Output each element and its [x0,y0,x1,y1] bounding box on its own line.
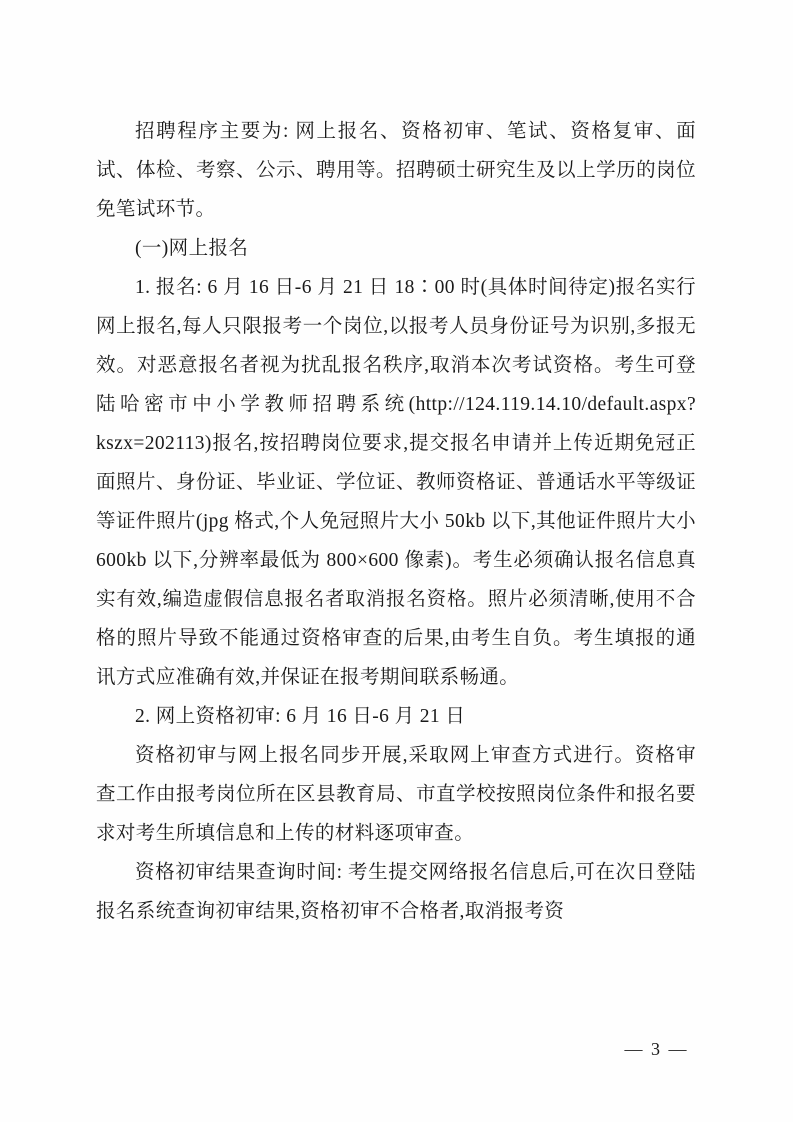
page-footer [0,1039,793,1060]
page-number: — 3 — [624,1039,689,1059]
paragraph-qualification-result-query: 资格初审结果查询时间: 考生提交网络报名信息后,可在次日登陆报名系统查询初审结果,资格初审不合格者,取消报考资 [96,862,696,922]
paragraph-section-heading-online-registration: (一)网上报名 [135,238,249,259]
paragraph-qualification-review-process: 资格初审与网上报名同步开展,采取网上审查方式进行。资格审查工作由报考岗位所在区县教育局、市直学校按照岗位条件和报名要求对考生所填信息和上传的材料逐项审查。 [96,745,696,844]
paragraph-subheading-online-qualification-review: 2. 网上资格初审: 6 月 16 日-6 月 21 日 [135,706,466,727]
paragraph-recruitment-procedure: 招聘程序主要为: 网上报名、资格初审、笔试、资格复审、面试、体检、考察、公示、聘用等。招聘硕士研究生及以上学历的岗位免笔试环节。 [96,121,696,220]
paragraph-registration-details: 1. 报名: 6 月 16 日-6 月 21 日 18∶00 时(具体时间待定)报名实行网上报名,每人只限报考一个岗位,以报考人员身份证号为识别,多报无效。对恶意报名者视为扰乱报名秩序,取消本次考试资格。考生可登陆哈密市中小学教师招聘系统(http://124.119.14.10/default.aspx?kszx=202113)报名,按招聘岗位要求,提交报名申请并上传近期免冠正面照片、身份证、毕业证、学位证、教师资格证、普通话水平等级证等证件照片(jpg 格式,个人免冠照片大小 50kb 以下,其他证件照片大小 600kb 以下,分辨率最低为 800×600 像素)。考生必须确认报名信息真实有效,编造虚假信息报名者取消报名资格。照片必须清晰,使用不合格的照片导致不能通过资格审查的后果,由考生自负。考生填报的通讯方式应准确有效,并保证在报考期间联系畅通。 [96,277,702,688]
document-body [96,112,702,931]
